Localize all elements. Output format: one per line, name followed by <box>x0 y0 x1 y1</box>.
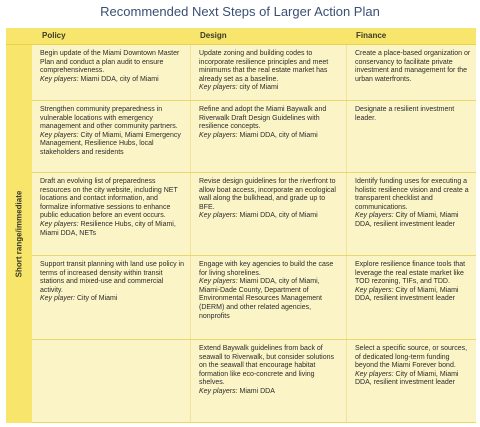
cell-text: Draft an evolving list of preparedness resources on the city website, including NET locations and contact information, and formalize informative sessions to enhance public education before an event occurs. <box>40 178 178 220</box>
column-header-policy: Policy <box>42 31 66 40</box>
table-row <box>32 173 476 256</box>
column-header-finance: Finance <box>356 31 387 40</box>
key-players <box>355 287 472 304</box>
side-label-column <box>6 45 32 423</box>
key-players-label: Key players: <box>40 75 79 83</box>
key-players-value: Miami DDA, city of Miami <box>239 131 318 139</box>
key-players-label: Key players: <box>355 286 394 294</box>
key-players-label: Key players: <box>199 84 238 92</box>
key-players-value: Miami DDA, city of Miami <box>80 75 159 83</box>
key-players-label: Key players: <box>199 212 238 220</box>
key-players-value: City of Miami <box>76 295 118 303</box>
table-header <box>6 28 476 45</box>
key-players-value: Miami DDA, city of Miami, Miami-Dade County, Department of Environmental Resources Management (DERM) and other related agencies, nonprofits <box>199 278 322 320</box>
cell-text: Update zoning and building codes to incorporate resilience principles and meet minimums that the real estate market has already set as a baseline. <box>199 50 329 83</box>
key-players-value: Miami DDA, city of Miami <box>239 212 318 220</box>
cell-text: Strengthen community preparedness in vulnerable locations with emergency management and other community partners. <box>40 106 178 131</box>
key-players-value: City of Miami, Miami Emergency Management, Resilience Hubs, local stakeholders and residents <box>40 131 181 156</box>
key-players <box>40 132 186 158</box>
key-players-value: Miami DDA <box>239 387 275 395</box>
key-players-label: Key players: <box>355 370 394 378</box>
key-players-label: Key players: <box>355 212 394 220</box>
cell-text: Support transit planning with land use policy in terms of increased density within transit stations and mixed-use and commercial activity. <box>40 261 184 294</box>
table-row <box>32 340 476 423</box>
cell-finance <box>346 101 476 172</box>
cell-policy <box>32 340 190 422</box>
cell-text: Select a specific source, or sources, of dedicated long-term funding beyond the Miami Forever bond. <box>355 345 468 370</box>
key-players <box>199 84 342 93</box>
key-players <box>199 132 342 141</box>
key-players-label: Key players: <box>40 131 79 139</box>
cell-finance <box>346 173 476 255</box>
key-players <box>199 278 342 321</box>
cell-text: Identify funding uses for executing a holistic resilience vision and create a transparent checklist and communications. <box>355 178 469 211</box>
key-players-value: City of Miami, Miami DDA, resilient investment leader <box>355 286 459 303</box>
table-row <box>32 101 476 173</box>
table-row <box>32 256 476 340</box>
cell-text: Engage with key agencies to build the case for living shorelines. <box>199 261 334 277</box>
cell-finance <box>346 340 476 422</box>
cell-design <box>190 256 346 339</box>
key-players <box>355 212 472 229</box>
key-players-value: City of Miami, Miami DDA, resilient investment leader <box>355 370 459 387</box>
key-players <box>40 221 186 238</box>
cell-text: Refine and adopt the Miami Baywalk and Riverwalk Draft Design Guidelines with resilience concepts. <box>199 106 327 131</box>
cell-design <box>190 173 346 255</box>
page-title: Recommended Next Steps of Larger Action Plan <box>100 4 380 19</box>
key-players <box>355 371 472 388</box>
cell-policy <box>32 256 190 339</box>
cell-design <box>190 101 346 172</box>
cell-text: Explore resilience finance tools that leverage the real estate market like TOD rezoning, TIFs, and TDD. <box>355 261 466 286</box>
cell-policy <box>32 45 190 100</box>
cell-text: Extend Baywalk guidelines from back of seawall to Riverwalk, but consider solutions on the seawall that encourage habitat formation like eco-concrete and living shelves. <box>199 345 335 387</box>
table-row <box>32 45 476 101</box>
key-players <box>40 76 186 85</box>
key-players <box>40 295 186 304</box>
cell-text: Revise design guidelines for the riverfront to allow boat access, incorporate an ecological wall along the bulkhead, and grade up to BFE. <box>199 178 336 211</box>
cell-design <box>190 45 346 100</box>
cell-text: Designate a resilient investment leader. <box>355 106 455 122</box>
key-players <box>199 212 342 221</box>
cell-design <box>190 340 346 422</box>
cell-text: Begin update of the Miami Downtown Master Plan and conduct a plan audit to ensure comprehensiveness. <box>40 50 180 75</box>
key-players-label: Key players: <box>40 220 79 228</box>
key-players-value: Resilience Hubs, city of Miami, Miami DDA, NETs <box>40 220 176 237</box>
header-spacer <box>6 28 32 44</box>
cell-text: Create a place-based organization or conservancy to facilitate private investment and management for the urban waterfronts. <box>355 50 471 83</box>
key-players-label: Key players: <box>199 131 238 139</box>
key-players-label: Key players: <box>199 387 238 395</box>
key-players <box>199 388 342 397</box>
key-players-label: Key players: <box>199 278 238 286</box>
cell-policy <box>32 101 190 172</box>
cell-policy <box>32 173 190 255</box>
column-header-design: Design <box>200 31 227 40</box>
key-players-value: city of Miami <box>239 84 279 92</box>
action-plan-table <box>6 28 476 423</box>
cell-finance <box>346 256 476 339</box>
side-label: Short range/immediate <box>14 190 24 278</box>
key-player-label: Key player: <box>40 295 76 303</box>
key-players-value: City of Miami, Miami DDA, resilient investment leader <box>355 212 459 228</box>
cell-finance <box>346 45 476 100</box>
